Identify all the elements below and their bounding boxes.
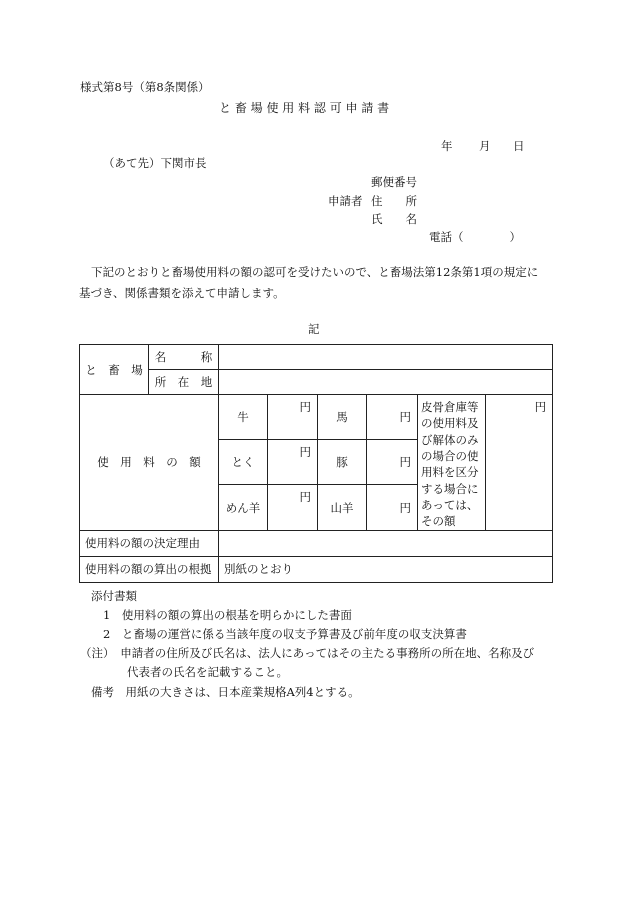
animal-goat: 山羊: [318, 485, 367, 530]
facility-name-label: 名 称: [149, 345, 219, 370]
horse-yen: 円: [367, 395, 418, 440]
page-title: と 畜 場 使 用 料 認 可 申 請 書: [219, 101, 390, 115]
name-label: 氏 名: [371, 212, 417, 226]
date-year: 年: [441, 139, 453, 153]
animal-cattle: 牛: [219, 395, 268, 440]
body-text-line1: 下記のとおりと畜場使用料の額の認可を受けたいので、と畜場法第12条第1項の規定に: [91, 265, 539, 279]
phone-label: 電話（ ）: [429, 230, 521, 244]
addressee: （あて先）下関市長: [103, 156, 207, 170]
animal-horse: 馬: [318, 395, 367, 440]
special-note-line: び解体のみ: [421, 432, 479, 447]
special-note-line: あっては、: [421, 497, 479, 512]
reason-label: 使用料の額の決定理由: [80, 530, 219, 556]
reason-value: [219, 530, 553, 556]
pig-t-yen: 円: [268, 440, 318, 485]
ki-heading: 記: [308, 322, 320, 336]
animal-pig: 豚: [318, 440, 367, 485]
form-number: 様式第8号（第8条関係）: [80, 80, 210, 94]
special-note-line: 用料を区分: [421, 465, 479, 480]
slaughterhouse-label: と 畜 場: [80, 345, 149, 395]
pig-yen: 円: [367, 440, 418, 485]
date-day: 日: [513, 139, 525, 153]
postal-label: 郵便番号: [371, 175, 417, 189]
special-note-line: する場合に: [421, 481, 479, 496]
facility-location-value: [219, 370, 553, 395]
applicant-label: 申請者: [328, 194, 363, 208]
address-label: 住 所: [371, 194, 417, 208]
basis-value: 別紙のとおり: [219, 556, 553, 582]
body-text-line2: 基づき、関係書類を添えて申請します。: [79, 286, 285, 300]
note-line1: （注） 申請者の住所及び氏名は、法人にあってはその主たる事務所の所在地、名称及び: [80, 646, 535, 660]
special-note-line: の使用料及: [421, 416, 479, 431]
cattle-yen: 円: [268, 395, 318, 440]
special-yen: 円: [486, 395, 553, 531]
goat-yen: 円: [367, 485, 418, 530]
special-note-line: 皮骨倉庫等: [421, 400, 479, 414]
facility-name-value: [219, 345, 553, 370]
fee-label: 使 用 料 の 額: [80, 395, 219, 531]
special-note: [421, 399, 483, 530]
sheep-yen: 円: [268, 485, 318, 530]
attachment-item-2: 2 と畜場の運営に係る当該年度の収支予算書及び前年度の収支決算書: [103, 627, 467, 641]
facility-location-label: 所 在 地: [149, 370, 219, 395]
special-note-line: の場合の使: [421, 448, 479, 463]
attachment-item-1: 1 使用料の額の算出の根基を明らかにした書面: [103, 608, 352, 622]
attachments-heading: 添付書類: [91, 589, 137, 603]
animal-sheep: めん羊: [219, 485, 268, 530]
animal-pig-t: とく: [219, 440, 268, 485]
date-month: 月: [479, 139, 491, 153]
remarks: 備考 用紙の大きさは、日本産業規格A列4とする。: [91, 685, 360, 699]
note-line2: 代表者の氏名を記載すること。: [127, 665, 288, 679]
application-table: [79, 344, 553, 583]
basis-label: 使用料の額の算出の根拠: [80, 556, 219, 582]
special-note-line: その額: [421, 514, 456, 529]
special-note-cell: [418, 395, 486, 531]
